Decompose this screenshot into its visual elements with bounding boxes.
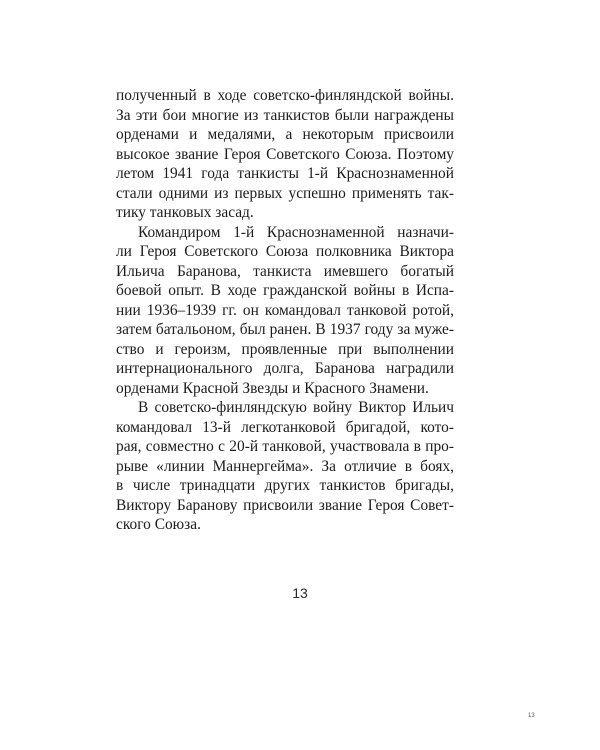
text-line: нии 1936–1939 гг. он командовал танковой ротой, [116,301,454,319]
text-line: орденами и медалями, а некоторым присвоили [116,126,454,143]
text-line: стали одними из первых успешно применять так- [116,184,454,202]
text-line: летом 1941 года танкисты 1-й Краснознаменной [116,165,454,182]
text-line: рыве «линии Маннергейма». За отличие в боях, [116,457,454,475]
text-line: затем батальоном, был ранен. В 1937 году за муже- [116,321,454,338]
text-line: тику танковых засад. [116,204,254,221]
text-line: ство и героизм, проявленные при выполнении [116,340,454,358]
paragraph-first-line: В советско-финляндскую войну Виктор Ильич [138,399,454,416]
text-line: Виктору Баранову присвоили звание Героя Совет- [116,496,454,514]
text-line: ского Союза. [116,516,201,533]
text-line: боевой опыт. В ходе гражданской войны в Испа- [116,282,454,299]
text-line: в числе тринадцати других танкистов бригады, [116,477,454,494]
text-line: полученный в ходе советско-финляндской войны. [116,87,454,104]
text-line: За эти бои многие из танкистов были награждены [116,106,454,124]
body-text [116,86,454,535]
text-line: рая, совместно с 20-й танковой, участвовала в про- [116,438,454,455]
page-number: 13 [292,585,308,601]
paragraph-first-line: Командиром 1-й Краснознаменной назначи- [138,223,454,241]
text-line: Ильича Баранова, танкиста имевшего богатый [116,262,454,280]
text-line: интернационального долга, Баранова наградили [116,360,454,377]
text-line: высокое звание Героя Советского Союза. Поэтому [116,145,454,163]
text-line: ли Героя Советского Союза полковника Виктора [116,243,454,260]
text-line: орденами Красной Звезды и Красного Знамени. [116,379,429,397]
text-line: командовал 13-й легкотанковой бригадой, кото- [116,418,454,436]
corner-page-mark: 13 [528,713,535,719]
